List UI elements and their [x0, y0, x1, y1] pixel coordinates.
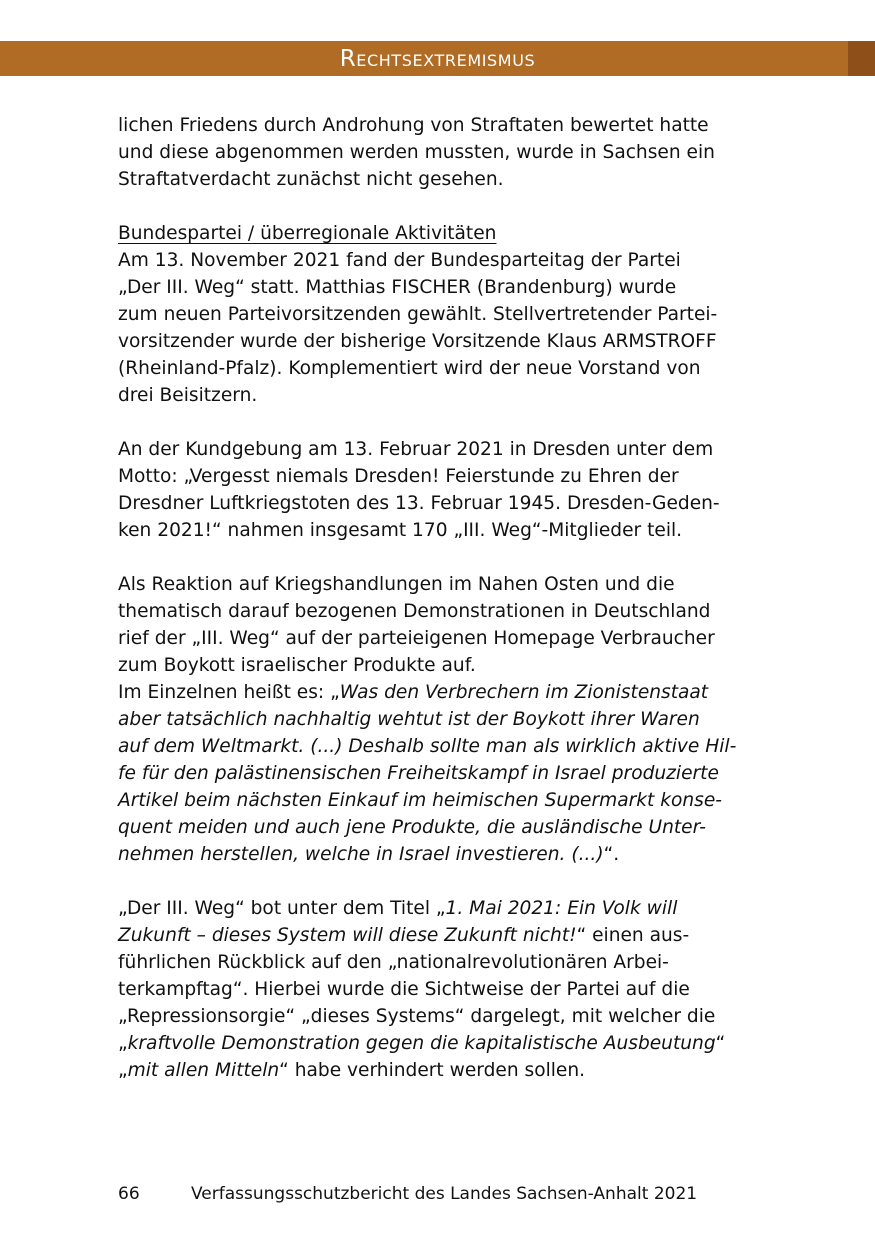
text-span: “ habe verhindert werden sollen. — [279, 1060, 586, 1081]
text-line: „Der III. Weg“ statt. Matthias FISCHER (Brandenburg) wurde — [118, 277, 677, 298]
paragraph-2 — [118, 247, 754, 409]
page-number: 66 — [118, 1184, 140, 1204]
text-line: drei Beisitzern. — [118, 385, 258, 406]
text-line: Dresdner Luftkriegstoten des 13. Februar 1945. Dresden-Geden- — [118, 493, 720, 514]
text-line: rief der „III. Weg“ auf der parteieigenen Homepage Verbraucher — [118, 628, 715, 649]
quote-close: “. — [603, 844, 620, 865]
text-line: thematisch darauf bezogenen Demonstrationen in Deutschland — [118, 601, 711, 622]
quote-line: fe für den palästinensischen Freiheitskampf in Israel produzierte — [118, 763, 719, 784]
page-footer — [118, 1183, 697, 1205]
quote-text: nehmen herstellen, welche in Israel investieren. (...) — [118, 844, 604, 865]
text-span: „Der III. Weg“ bot unter dem Titel „ — [118, 898, 446, 919]
quote-text: Was den Verbrechern im Zionistenstaat — [339, 682, 709, 703]
chapter-header-band — [0, 41, 875, 76]
quote-intro: Im Einzelnen heißt es: „ — [118, 682, 340, 703]
text-span: „ — [118, 1060, 128, 1081]
text-line: Motto: „Vergesst niemals Dresden! Feierstunde zu Ehren der — [118, 466, 679, 487]
text-line: und diese abgenommen werden mussten, wurde in Sachsen ein — [118, 142, 715, 163]
text-line: zum neuen Parteivorsitzenden gewählt. Stellvertretender Partei- — [118, 304, 718, 325]
text-line — [118, 841, 754, 868]
title-italic: 1. Mai 2021: Ein Volk will — [445, 898, 678, 919]
section-heading-text: Bundespartei / überregionale Aktivitäten — [118, 223, 497, 244]
text-line: „Repressionsorgie“ „dieses Systems“ dargelegt, mit welcher die — [118, 1006, 716, 1027]
text-line — [118, 1030, 754, 1057]
text-line: zum Boykott israelischer Produkte auf. — [118, 655, 476, 676]
text-span: “ einen aus- — [576, 925, 690, 946]
text-line — [118, 679, 754, 706]
paragraph-1 — [118, 112, 754, 193]
text-line: Am 13. November 2021 fand der Bundesparteitag der Partei — [118, 250, 681, 271]
paragraph-4 — [118, 571, 754, 679]
text-line: terkampftag“. Hierbei wurde die Sichtweise der Partei auf die — [118, 979, 690, 1000]
section-heading — [118, 220, 754, 247]
quote-line: aber tatsächlich nachhaltig wehtut ist der Boykott ihrer Waren — [118, 709, 700, 730]
text-line: ken 2021!“ nahmen insgesamt 170 „III. Weg“-Mitglieder teil. — [118, 520, 683, 541]
text-span: “ — [715, 1033, 726, 1054]
paragraph-5-quote — [118, 679, 754, 868]
text-line: Als Reaktion auf Kriegshandlungen im Nahen Osten und die — [118, 574, 675, 595]
text-line: Straftatverdacht zunächst nicht gesehen. — [118, 169, 504, 190]
text-line: lichen Friedens durch Androhung von Straftaten bewertet hatte — [118, 115, 709, 136]
text-line: vorsitzender wurde der bisherige Vorsitzende Klaus ARMSTROFF — [118, 331, 717, 352]
paragraph-6 — [118, 895, 754, 1084]
publication-title: Verfassungsschutzbericht des Landes Sachsen-Anhalt 2021 — [191, 1184, 698, 1204]
text-line: (Rheinland-Pfalz). Komplementiert wird der neue Vorstand von — [118, 358, 701, 379]
text-line — [118, 922, 754, 949]
text-span: „ — [118, 1033, 128, 1054]
text-line — [118, 1057, 754, 1084]
title-italic: Zukunft – dieses System will diese Zukunft nicht! — [118, 925, 577, 946]
quote-line: auf dem Weltmarkt. (...) Deshalb sollte man als wirklich aktive Hil- — [118, 736, 737, 757]
quote-italic: mit allen Mitteln — [127, 1060, 280, 1081]
text-line: führlichen Rückblick auf den „nationalrevolutionären Arbei- — [118, 952, 669, 973]
quote-italic: kraftvolle Demonstration gegen die kapitalistische Ausbeutung — [127, 1033, 716, 1054]
text-line: An der Kundgebung am 13. Februar 2021 in Dresden unter dem — [118, 439, 714, 460]
text-line — [118, 895, 754, 922]
page-body — [118, 112, 754, 1084]
chapter-title: Rechtsextremismus — [339, 46, 536, 72]
quote-line: quent meiden und auch jene Produkte, die ausländische Unter- — [118, 817, 706, 838]
paragraph-3 — [118, 436, 754, 544]
quote-line: Artikel beim nächsten Einkauf im heimischen Supermarkt konse- — [118, 790, 722, 811]
